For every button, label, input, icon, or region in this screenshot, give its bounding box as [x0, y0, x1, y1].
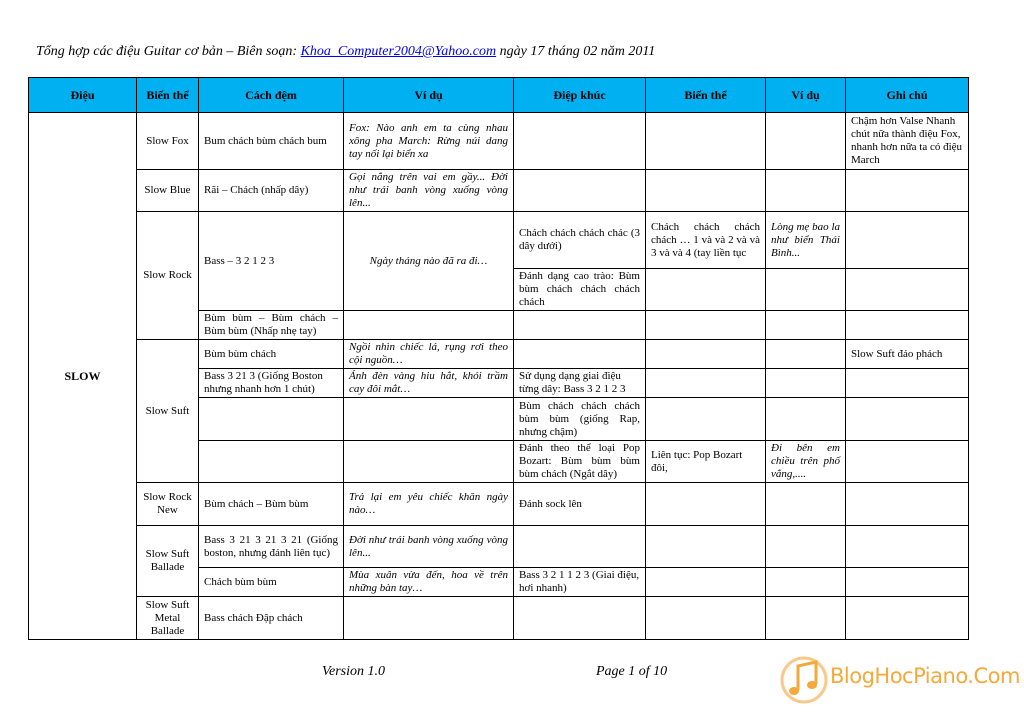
chorus-variant-cell [646, 398, 766, 441]
chorus-cell: Chách chách chách chác (3 dây dưới) [514, 212, 646, 269]
guitar-rhythm-table [28, 77, 969, 640]
variant-cell: Slow Rock New [137, 483, 199, 526]
strum-cell: Bùm bùm chách [199, 340, 344, 369]
note-cell: Slow Suft đảo phách [846, 340, 969, 369]
chorus-variant-cell [646, 568, 766, 597]
note-cell [846, 311, 969, 340]
note-cell [846, 568, 969, 597]
chorus-example-cell: Lòng mẹ bao la như biển Thái Bình... [766, 212, 846, 269]
table-row [29, 597, 969, 640]
table-row [29, 340, 969, 369]
note-cell [846, 170, 969, 212]
chorus-cell: Bùm chách chách chách bùm bùm (giống Rap, nhưng chậm) [514, 398, 646, 441]
header-cach-dem: Cách đệm [199, 78, 344, 113]
header-dieu: Điệu [29, 78, 137, 113]
watermark-text: BlogHocPiano.Com [830, 664, 1020, 688]
note-cell [846, 398, 969, 441]
example-cell: Ngày tháng nào đã ra đi… [344, 212, 514, 311]
footer-version: Version 1.0 [322, 664, 385, 679]
chorus-example-cell [766, 369, 846, 398]
variant-cell: Slow Fox [137, 113, 199, 170]
chorus-cell [514, 526, 646, 568]
chorus-cell [514, 597, 646, 640]
header-suffix: ngày 17 tháng 02 năm 2011 [496, 44, 656, 59]
strum-cell: Bùm bùm – Bùm chách – Bùm bùm (Nhấp nhẹ tay) [199, 311, 344, 340]
strum-cell [199, 441, 344, 483]
chorus-example-cell [766, 311, 846, 340]
chorus-cell: Sử dụng dạng giai điệu từng dây: Bass 3 2 1 2 3 [514, 369, 646, 398]
example-cell [344, 311, 514, 340]
chorus-cell [514, 311, 646, 340]
chorus-example-cell [766, 340, 846, 369]
chorus-example-cell: Đi bên em chiều trên phố vắng,.... [766, 441, 846, 483]
strum-cell: Bass chách Đập chách [199, 597, 344, 640]
note-cell [846, 597, 969, 640]
watermark [774, 650, 1020, 706]
table-row [29, 483, 969, 526]
header-prefix: Tổng hợp các điệu Guitar cơ bản – Biên soạn: [36, 44, 301, 59]
header-vi-du: Ví dụ [344, 78, 514, 113]
rhythm-name-cell: SLOW [29, 113, 137, 640]
chorus-example-cell [766, 398, 846, 441]
chorus-cell [514, 113, 646, 170]
chorus-variant-cell [646, 340, 766, 369]
chorus-cell [514, 340, 646, 369]
example-cell [344, 597, 514, 640]
header-ghi-chu: Ghi chú [846, 78, 969, 113]
header-vi-du-2: Ví dụ [766, 78, 846, 113]
chorus-variant-cell [646, 369, 766, 398]
chorus-example-cell [766, 597, 846, 640]
table-row [29, 113, 969, 170]
table-row [29, 526, 969, 568]
note-cell [846, 369, 969, 398]
chorus-variant-cell [646, 170, 766, 212]
strum-cell: Bass 3 21 3 21 3 21 (Giống boston, nhưng đánh liên tục) [199, 526, 344, 568]
chorus-example-cell [766, 113, 846, 170]
document-header [36, 44, 655, 60]
example-cell: Fox: Nào anh em ta cùng nhau xông pha March: Rừng núi dang tay nối lại biển xa [344, 113, 514, 170]
chorus-variant-cell [646, 526, 766, 568]
table-header-row [29, 78, 969, 113]
strum-cell: Chách bùm bùm [199, 568, 344, 597]
chorus-example-cell [766, 568, 846, 597]
footer-page-number: Page 1 of 10 [596, 664, 668, 679]
chorus-variant-cell [646, 483, 766, 526]
chorus-cell: Đánh dạng cao trào: Bùm bùm chách chách chách chách [514, 269, 646, 311]
note-cell [846, 212, 969, 269]
table-row [29, 170, 969, 212]
note-cell [846, 269, 969, 311]
chorus-example-cell [766, 526, 846, 568]
chorus-variant-cell: Liên tục: Pop Bozart đôi, [646, 441, 766, 483]
chorus-variant-cell: Chách chách chách chách … 1 và và 2 và và 3 và và 4 (tay liền tục [646, 212, 766, 269]
chorus-cell [514, 170, 646, 212]
strum-cell: Rãi – Chách (nhấp dây) [199, 170, 344, 212]
strum-cell: Bass 3 21 3 (Giống Boston nhưng nhanh hơn 1 chút) [199, 369, 344, 398]
strum-cell: Bass – 3 2 1 2 3 [199, 212, 344, 311]
example-cell: Đời như trái banh vòng xuống vòng lên... [344, 526, 514, 568]
table-row [29, 212, 969, 269]
variant-cell: Slow Suft [137, 340, 199, 483]
example-cell: Ngồi nhìn chiếc lá, rụng rơi theo cội nguồn… [344, 340, 514, 369]
chorus-example-cell [766, 269, 846, 311]
note-cell [846, 483, 969, 526]
example-cell [344, 441, 514, 483]
header-bien-the-2: Biến thể [646, 78, 766, 113]
chorus-example-cell [766, 483, 846, 526]
variant-cell: Slow Suft Metal Ballade [137, 597, 199, 640]
variant-cell: Slow Suft Ballade [137, 526, 199, 597]
chorus-variant-cell [646, 597, 766, 640]
chorus-variant-cell [646, 311, 766, 340]
example-cell: Gọi nắng trên vai em gầy... Đời như trái banh vòng xuống vòng lên... [344, 170, 514, 212]
example-cell: Mùa xuân vừa đến, hoa về trên những bàn tay… [344, 568, 514, 597]
header-diep-khuc: Điệp khúc [514, 78, 646, 113]
chorus-variant-cell [646, 269, 766, 311]
chorus-cell: Đánh theo thể loại Pop Bozart: Bùm bùm bùm bùm chách (Ngắt dây) [514, 441, 646, 483]
example-cell: Ánh đèn vàng hiu hắt, khói trầm cay đôi mắt… [344, 369, 514, 398]
variant-cell: Slow Blue [137, 170, 199, 212]
example-cell [344, 398, 514, 441]
strum-cell: Bùm chách – Bùm bùm [199, 483, 344, 526]
chorus-cell: Bass 3 2 1 1 2 3 (Giai điệu, hơi nhanh) [514, 568, 646, 597]
chorus-variant-cell [646, 113, 766, 170]
note-cell: Chậm hơn Valse Nhanh chút nữa thành điệu Fox, nhanh hơn nữa ta có điệu March [846, 113, 969, 170]
strum-cell [199, 398, 344, 441]
chorus-cell: Đánh sock lên [514, 483, 646, 526]
variant-cell: Slow Rock [137, 212, 199, 340]
chorus-example-cell [766, 170, 846, 212]
author-email-link[interactable]: Khoa_Computer2004@Yahoo.com [300, 44, 497, 59]
strum-cell: Bum chách bùm chách bum [199, 113, 344, 170]
header-bien-the: Biến thể [137, 78, 199, 113]
music-note-icon [774, 650, 834, 706]
note-cell [846, 441, 969, 483]
note-cell [846, 526, 969, 568]
example-cell: Trả lại em yêu chiếc khăn ngày nào… [344, 483, 514, 526]
